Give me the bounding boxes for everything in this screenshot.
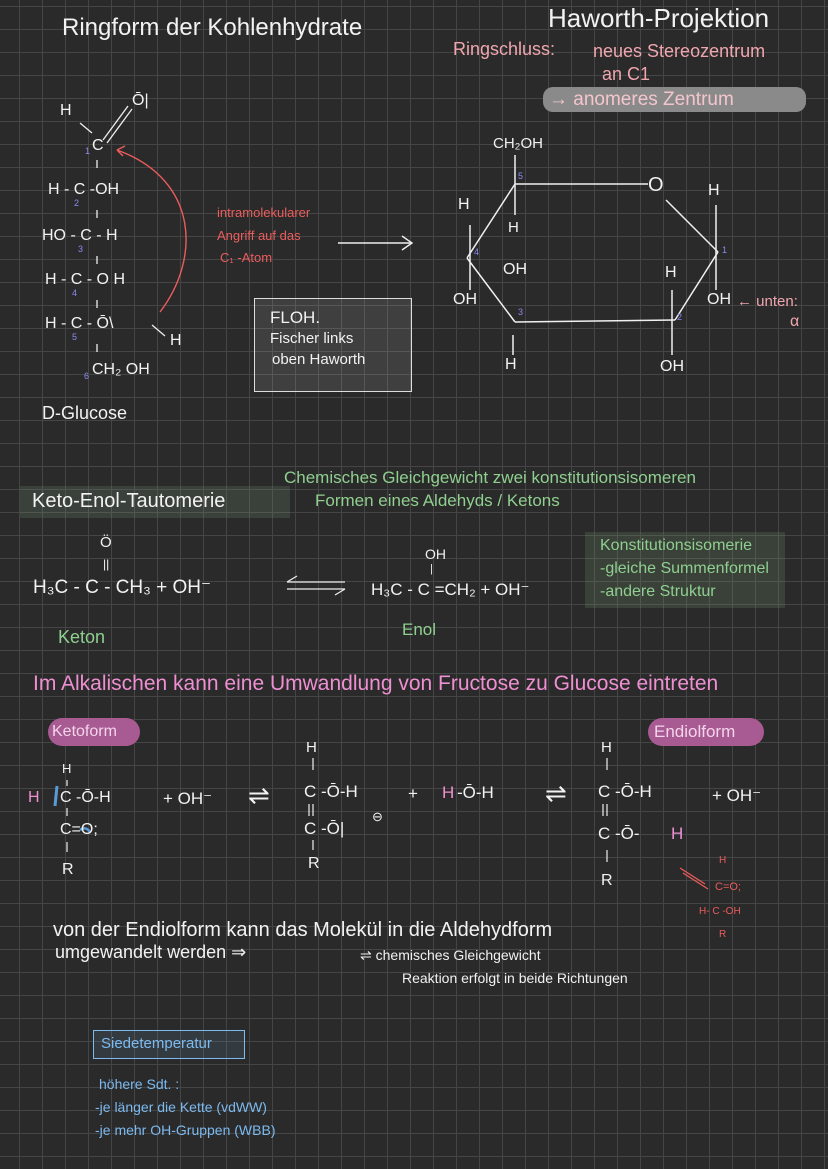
fischer-row-4: H - C - O H	[45, 271, 125, 288]
fischer-row-6: CH₂ OH	[92, 361, 150, 378]
fischer-row-3: HO - C - H	[42, 227, 118, 244]
ring-number: 2	[677, 312, 683, 322]
siede-title: Siedetemperatur	[101, 1035, 212, 1052]
floh-title: FLOH.	[270, 308, 321, 327]
anomer-highlight	[543, 87, 806, 112]
siede-line: -je länger die Kette (vdWW)	[95, 1099, 267, 1115]
structure-row: H- C -OH	[699, 906, 741, 917]
atom-r: R	[308, 855, 320, 872]
enol-formula: H₃C - C =CH₂ + OH⁻	[371, 580, 530, 599]
equilibrium-note: ⇌ chemisches Gleichgewicht	[360, 947, 541, 963]
fischer-h: H	[60, 102, 72, 119]
structure-row: C=O;	[60, 821, 98, 838]
keton-oxygen: Ö	[100, 534, 112, 551]
ring-oxygen: O	[648, 174, 664, 196]
equilibrium-arrow: ⇌	[545, 778, 567, 808]
ring-number: 1	[722, 245, 728, 255]
atom-h: H	[601, 739, 612, 756]
isomer-box	[585, 532, 785, 608]
atom-r: R	[601, 872, 613, 889]
atom-r: R	[62, 861, 74, 878]
sub-c2-bottom: OH	[660, 358, 684, 375]
keto-enol-title: Keto-Enol-Tautomerie	[32, 490, 226, 512]
structure-row: C -Ō-	[598, 824, 640, 843]
structure-row: C -Ō-H	[598, 782, 652, 801]
ringschluss-text-2: an C1	[602, 64, 651, 84]
unten-note: ← unten:	[737, 293, 798, 310]
fischer-row-2: H - C -OH	[48, 181, 120, 198]
keton-label: Keton	[58, 627, 106, 647]
ringschluss-label: Ringschluss:	[453, 39, 556, 59]
isomer-line: Konstitutionsisomerie	[600, 537, 753, 554]
isomer-line: -andere Struktur	[600, 583, 716, 600]
keto-enol-desc-2: Formen eines Aldehyds / Ketons	[315, 491, 560, 510]
fischer-oxygen: Ō|	[132, 92, 149, 109]
endiolform-label: Endiolform	[654, 722, 736, 741]
ring-number: 5	[518, 171, 524, 181]
atom-h: H	[719, 855, 727, 866]
page-title: Ringform der Kohlenhydrate	[62, 14, 363, 41]
ringschluss-text: neues Stereozentrum	[593, 41, 766, 61]
ketoform-label: Ketoform	[52, 723, 117, 740]
keto-enol-desc-1: Chemisches Gleichgewicht zwei konstitutionsisomeren	[284, 468, 696, 487]
explanation-line: von der Endiolform kann das Molekül in die Aldehydform	[53, 919, 553, 941]
structure-row: C -Ō|	[304, 819, 345, 838]
ketoform-badge	[48, 718, 140, 746]
negative-charge: ⊖	[372, 809, 383, 824]
molecule-name: D-Glucose	[42, 403, 128, 423]
fischer-row-5-h: H	[170, 332, 182, 349]
note-line: Angriff auf das	[217, 228, 301, 243]
equilibrium-arrow: ⇌	[248, 780, 270, 810]
sub-c5-bottom: H	[508, 219, 519, 236]
carbon-number: 3	[78, 244, 84, 254]
enol-label: Enol	[402, 620, 437, 639]
carbon-number: 5	[72, 332, 78, 342]
structure-row: C -Ō-H	[304, 782, 358, 801]
atom-h: H	[306, 739, 317, 756]
atom-h: H	[62, 761, 72, 776]
carbon-number: 1	[85, 146, 91, 156]
water-formula: -Ō-H	[457, 783, 494, 802]
siede-line: -je mehr OH-Gruppen (WBB)	[95, 1122, 276, 1138]
sub-c4-bottom: OH	[453, 291, 477, 308]
sub-c1-bottom: OH	[707, 291, 731, 308]
note-line: C₁ -Atom	[220, 250, 273, 265]
carbon-number: 2	[74, 198, 80, 208]
sub-c3-top: OH	[503, 261, 527, 278]
plus-sign: +	[408, 784, 418, 803]
haworth-title: Haworth-Projektion	[548, 3, 770, 33]
floh-box	[254, 298, 412, 392]
atom-r: R	[719, 929, 727, 940]
sub-c3-bottom: H	[505, 356, 517, 373]
water-h: H	[442, 783, 455, 802]
floh-line: oben Haworth	[272, 351, 366, 368]
siede-line: höhere Sdt. :	[99, 1076, 180, 1092]
carbon-number: 6	[84, 371, 90, 381]
sub-c4-top: H	[458, 196, 470, 213]
ring-number: 4	[474, 247, 480, 257]
structure-row: C -Ō-H	[60, 789, 111, 806]
alpha-label: α	[790, 313, 800, 330]
fischer-c1: C	[92, 137, 104, 154]
fructose-heading: Im Alkalischen kann eine Umwandlung von Fructose zu Glucose eintreten	[33, 672, 719, 695]
enol-oh: OH	[425, 546, 446, 562]
enol-bond: |	[430, 563, 433, 575]
siede-box	[93, 1030, 245, 1059]
keton-double-bond: ||	[103, 557, 110, 571]
carbon-number: 4	[72, 288, 78, 298]
endiolform-badge	[648, 718, 764, 746]
plus-hydroxide: + OH⁻	[163, 789, 213, 808]
atom-h-highlight: H	[671, 824, 684, 843]
keton-formula: H₃C - C - CH₃ + OH⁻	[33, 577, 212, 598]
sub-ch2oh: CH₂OH	[493, 135, 543, 152]
atom-h-acidic: H	[28, 789, 40, 806]
structure-row: C=O;	[715, 881, 741, 893]
equilibrium-note: Reaktion erfolgt in beide Richtungen	[402, 970, 628, 986]
floh-line: Fischer links	[270, 330, 354, 347]
ring-number: 3	[518, 307, 524, 317]
sub-c1-top: H	[708, 182, 720, 199]
isomer-line: -gleiche Summenformel	[600, 560, 769, 577]
note-line: intramolekularer	[217, 205, 311, 220]
sub-c2-top: H	[665, 264, 677, 281]
explanation-line: umgewandelt werden ⇒	[55, 942, 247, 962]
anomer-text: → anomeres Zentrum	[549, 89, 734, 110]
fischer-row-5: H - C - Ō\	[45, 315, 114, 332]
plus-hydroxide: + OH⁻	[712, 786, 762, 805]
